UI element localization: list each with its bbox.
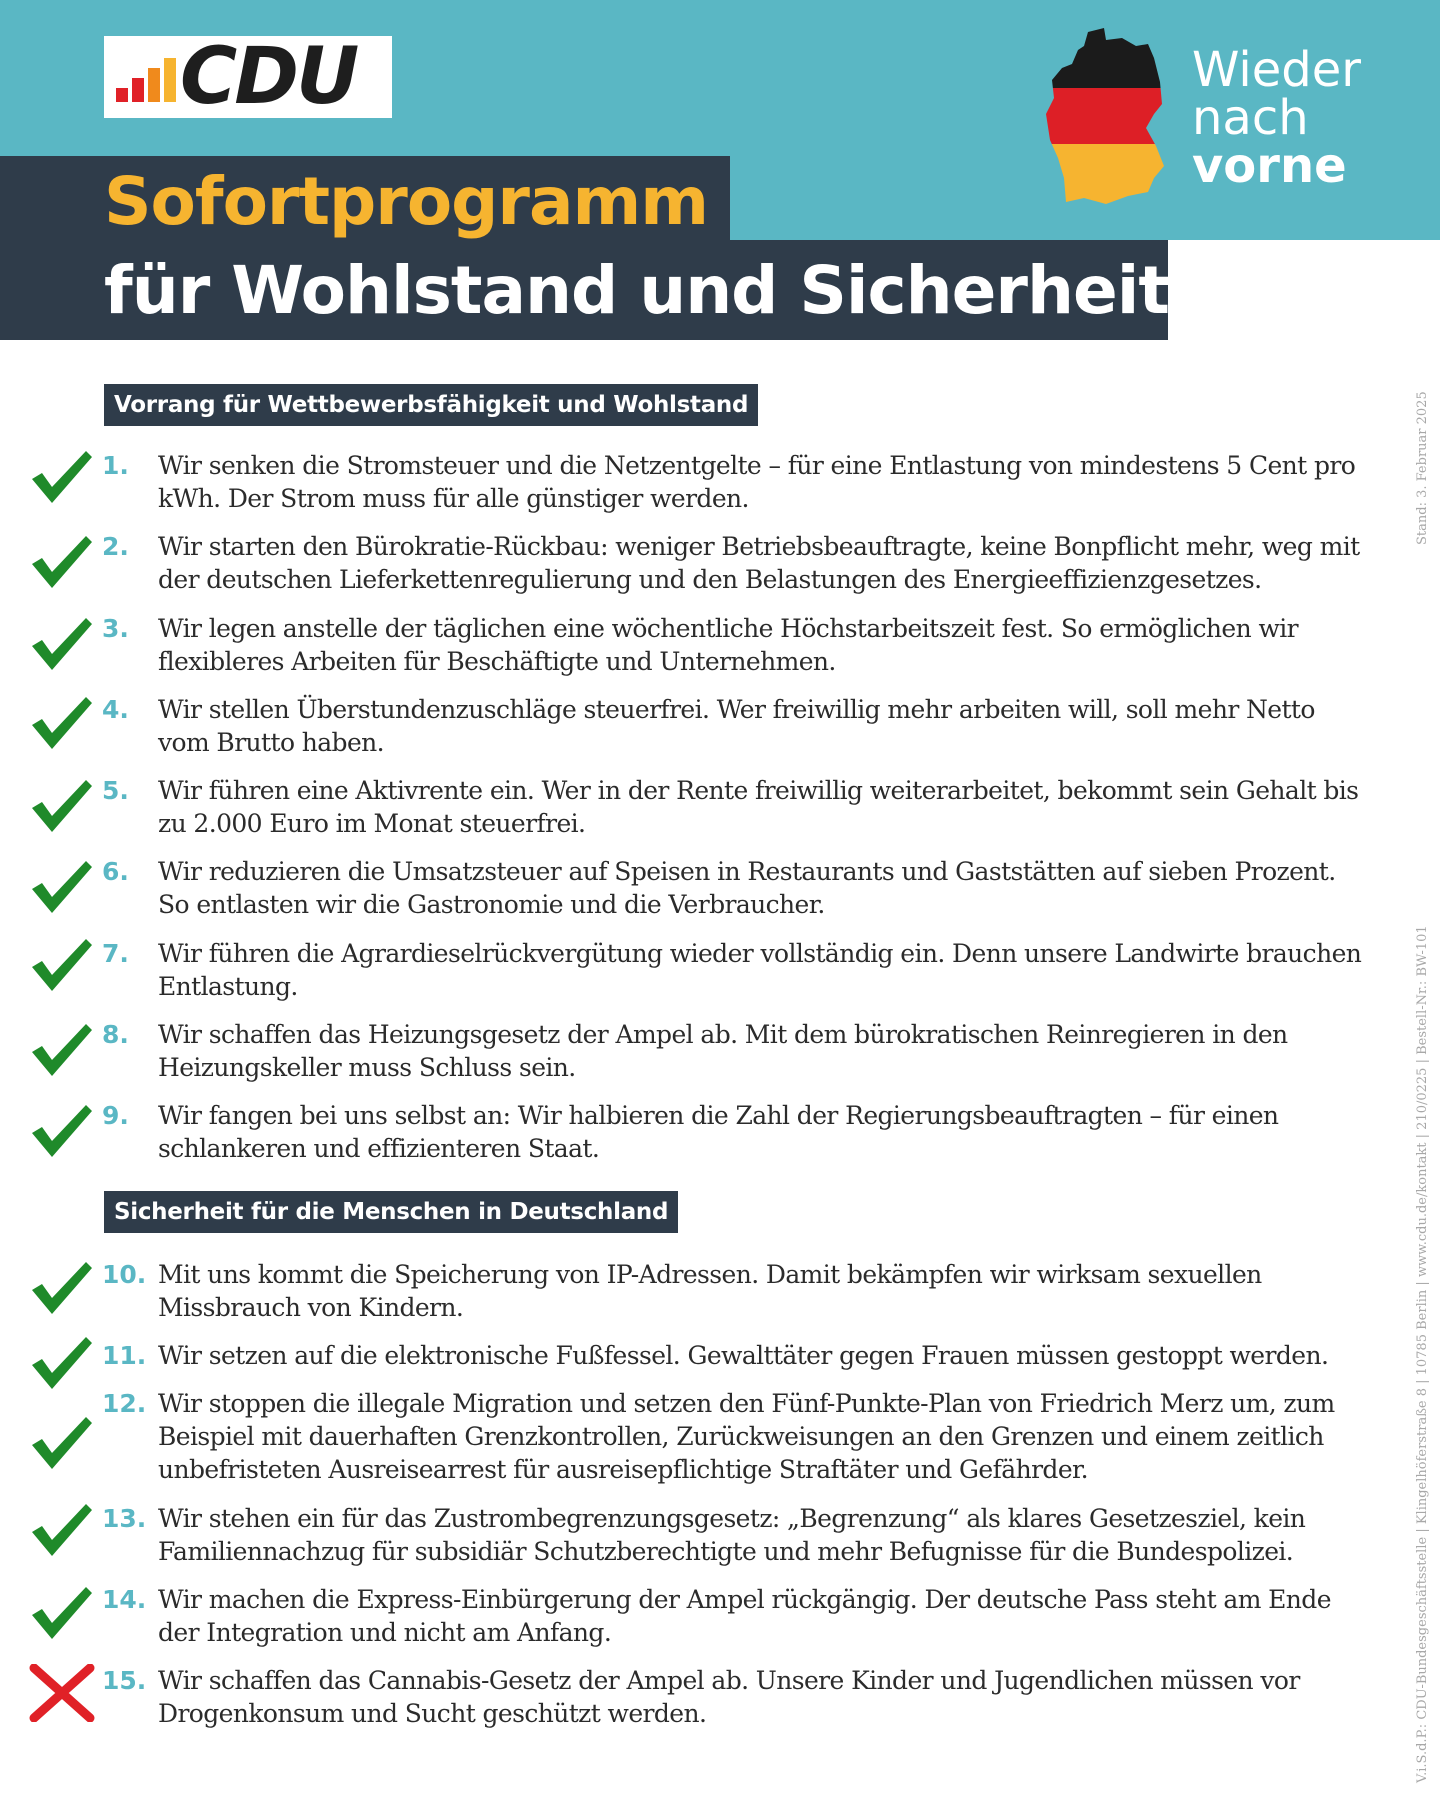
item-number: 14.	[102, 1585, 147, 1614]
check-icon	[28, 1101, 96, 1159]
item-number: 5.	[102, 776, 129, 805]
item-text: Wir schaffen das Heizungsgesetz der Ampel ab. Mit dem bürokratischen Reinregieren in den Heizungskeller muss Schluss sein.	[158, 1020, 1288, 1082]
item-number: 15.	[102, 1666, 147, 1695]
item-number: 11.	[102, 1341, 147, 1370]
slogan-line-1: Wieder	[1192, 42, 1362, 98]
check-icon	[28, 1583, 96, 1641]
check-icon	[28, 1413, 96, 1471]
item-number: 1.	[102, 451, 129, 480]
item-text: Wir schaffen das Cannabis-Gesetz der Ampel ab. Unsere Kinder und Jugendlichen müssen vor Drogenkonsum und Sucht geschützt werden.	[158, 1666, 1300, 1728]
item-number: 10.	[102, 1260, 147, 1289]
check-icon	[28, 857, 96, 915]
check-icon	[28, 1258, 96, 1316]
item-text: Wir senken die Stromsteuer und die Netzentgelte – für eine Entlastung von mindestens 5 Cent pro kWh. Der Strom muss für alle günstiger werden.	[158, 451, 1356, 513]
check-icon	[28, 693, 96, 751]
item-text: Wir führen eine Aktivrente ein. Wer in der Rente freiwillig weiterarbeitet, bekommt sein Gehalt bis zu 2.000 Euro im Monat steuerfrei.	[158, 776, 1359, 838]
germany-flag-map-icon	[1044, 28, 1168, 204]
check-icon	[28, 776, 96, 834]
item-text: Wir stellen Überstundenzuschläge steuerfrei. Wer freiwillig mehr arbeiten will, soll mehr Netto vom Brutto haben.	[158, 695, 1315, 757]
item-number: 13.	[102, 1504, 147, 1533]
item-text: Wir reduzieren die Umsatzsteuer auf Speisen in Restaurants und Gaststätten auf sieben Prozent. So entlasten wir die Gastronomie und die Verbraucher.	[158, 857, 1336, 919]
item-number: 7.	[102, 939, 129, 968]
item-number: 2.	[102, 532, 129, 561]
item-text: Wir stoppen die illegale Migration und setzen den Fünf-Punkte-Plan von Friedrich Merz um, zum Beispiel mit dauerhaften Grenzkontrollen, Zurückweisungen an den Grenzen und einem zeitlich unbefristeten Ausreisearrest für ausreisepflichtige Straftäter und Gefährder.	[158, 1389, 1335, 1484]
item-number: 3.	[102, 614, 129, 643]
section-heading-prosperity: Vorrang für Wettbewerbsfähigkeit und Wohlstand	[104, 384, 758, 426]
side-note-date: Stand: 3. Februar 2025	[1415, 391, 1430, 545]
item-text: Wir legen anstelle der täglichen eine wöchentliche Höchstarbeitszeit fest. So ermöglichen wir flexibleres Arbeiten für Beschäftigte und Unternehmen.	[158, 614, 1298, 676]
check-icon	[28, 614, 96, 672]
check-icon	[28, 935, 96, 993]
title-line-2: für Wohlstand und Sicherheit	[104, 252, 1169, 329]
cross-icon	[28, 1664, 96, 1722]
check-icon	[28, 532, 96, 590]
item-number: 6.	[102, 857, 129, 886]
cdu-logo	[104, 32, 392, 122]
item-number: 8.	[102, 1020, 129, 1049]
item-text: Mit uns kommt die Speicherung von IP-Adressen. Damit bekämpfen wir wirksam sexuellen Missbrauch von Kindern.	[158, 1260, 1262, 1322]
item-text: Wir starten den Bürokratie-Rückbau: weniger Betriebsbeauftragte, keine Bonpflicht mehr, weg mit der deutschen Lieferkettenregulierung und den Belastungen des Energieeffizienzgesetzes.	[158, 532, 1360, 594]
check-icon	[28, 1020, 96, 1078]
item-text: Wir fangen bei uns selbst an: Wir halbieren die Zahl der Regierungsbeauftragten – für einen schlankeren und effizienteren Staat.	[158, 1101, 1279, 1163]
slogan-line-2: nach	[1192, 90, 1309, 146]
item-text: Wir führen die Agrardieselrückvergütung wieder vollständig ein. Denn unsere Landwirte brauchen Entlastung.	[158, 939, 1362, 1001]
item-text: Wir stehen ein für das Zustrombegrenzungsgesetz: „Begrenzung“ als klares Gesetzesziel, kein Familiennachzug für subsidiär Schutzberechtigte und mehr Befugnisse für die Bundespolizei.	[158, 1504, 1306, 1566]
item-number: 4.	[102, 695, 129, 724]
slogan	[1192, 42, 1362, 194]
check-icon	[28, 1500, 96, 1558]
title-line-1: Sofortprogramm	[104, 163, 709, 240]
item-number: 12.	[102, 1389, 147, 1418]
item-number: 9.	[102, 1101, 129, 1130]
side-note-imprint: V.i.S.d.P.: CDU-Bundesgeschäftsstelle | Klingelhöferstraße 8 | 10785 Berlin | www.cdu.de/kontakt | 210/0225 | Bestell-Nr.: BW-101	[1415, 925, 1430, 1783]
section-heading-security: Sicherheit für die Menschen in Deutschland	[104, 1191, 678, 1233]
check-icon	[28, 1333, 96, 1391]
check-icon	[28, 447, 96, 505]
slogan-line-3: vorne	[1192, 138, 1347, 194]
item-text: Wir machen die Express-Einbürgerung der Ampel rückgängig. Der deutsche Pass steht am Ende der Integration und nicht am Anfang.	[158, 1585, 1331, 1647]
logo-bars-icon	[116, 58, 176, 102]
logo-text: CDU	[180, 32, 357, 122]
item-text: Wir setzen auf die elektronische Fußfessel. Gewalttäter gegen Frauen müssen gestoppt werden.	[158, 1341, 1329, 1370]
